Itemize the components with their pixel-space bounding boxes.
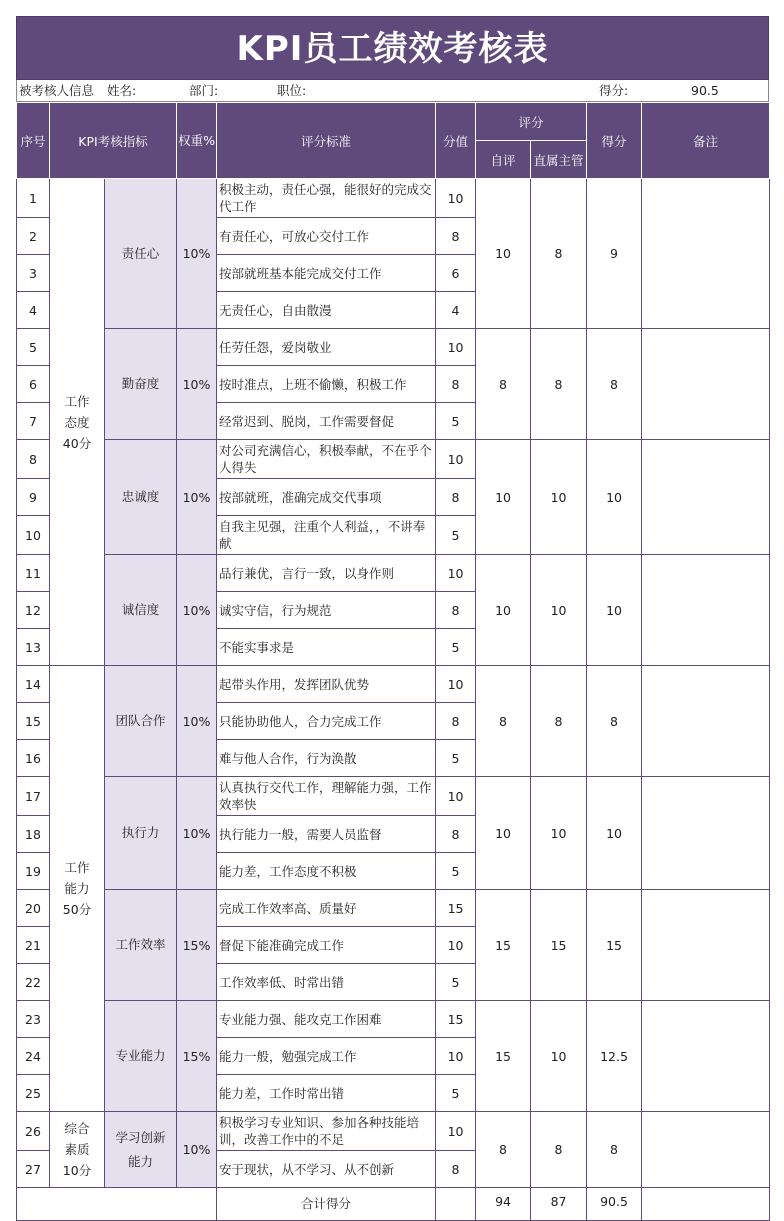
indicator-name-cell (105, 555, 177, 666)
row-seq: 8 (17, 440, 50, 479)
row-seq: 4 (17, 292, 50, 329)
indicator-score: 10 (587, 555, 642, 666)
indicator-score: 10 (587, 777, 642, 890)
indicator-weight: 10% (177, 329, 217, 440)
remark-cell[interactable] (642, 666, 770, 777)
self-rating[interactable]: 15 (476, 890, 531, 1001)
criterion-points: 10 (436, 777, 476, 816)
header-manager: 直属主管 (531, 141, 587, 179)
remark-cell[interactable] (642, 329, 770, 440)
table-row (17, 1001, 770, 1038)
indicator-weight: 15% (177, 1001, 217, 1112)
header-weight: 权重% (177, 103, 217, 179)
sheet-title: KPI员工绩效考核表 (16, 16, 769, 80)
self-rating[interactable]: 8 (476, 666, 531, 777)
indicator-name-cell (105, 440, 177, 555)
remark-cell[interactable] (642, 555, 770, 666)
criterion-points: 8 (436, 1151, 476, 1188)
row-seq: 12 (17, 592, 50, 629)
row-seq: 9 (17, 479, 50, 516)
row-seq: 22 (17, 964, 50, 1001)
category-label: 工作能力50分 (62, 860, 92, 917)
indicator-name: 专业能力 (115, 1048, 166, 1063)
criterion-text: 不能实事求是 (217, 629, 436, 666)
total-self: 94 (476, 1188, 531, 1221)
total-score: 90.5 (587, 1188, 642, 1221)
row-seq: 20 (17, 890, 50, 927)
category-label: 工作态度40分 (62, 393, 92, 451)
row-seq: 24 (17, 1038, 50, 1075)
total-manager: 87 (531, 1188, 587, 1221)
manager-rating[interactable]: 8 (531, 1112, 587, 1188)
indicator-weight: 10% (177, 555, 217, 666)
category-cell (50, 179, 105, 666)
header-remark: 备注 (642, 103, 770, 179)
row-seq: 13 (17, 629, 50, 666)
criterion-text: 诚实守信，行为规范 (217, 592, 436, 629)
row-seq: 16 (17, 740, 50, 777)
indicator-weight: 10% (177, 1112, 217, 1188)
criterion-text: 能力差，工作态度不积极 (217, 853, 436, 890)
indicator-name-cell (105, 329, 177, 440)
header-score: 得分 (587, 103, 642, 179)
indicator-weight: 10% (177, 777, 217, 890)
header-self: 自评 (476, 141, 531, 179)
self-rating[interactable]: 8 (476, 1112, 531, 1188)
manager-rating[interactable]: 10 (531, 777, 587, 890)
criterion-text: 按时准点，上班不偷懒，积极工作 (217, 366, 436, 403)
manager-rating[interactable]: 8 (531, 666, 587, 777)
criterion-points: 8 (436, 816, 476, 853)
indicator-score: 15 (587, 890, 642, 1001)
remark-cell[interactable] (642, 440, 770, 555)
manager-rating[interactable]: 10 (531, 440, 587, 555)
score-value: 90.5 (691, 83, 719, 98)
criterion-text: 起带头作用，发挥团队优势 (217, 666, 436, 703)
total-points-blank (436, 1188, 476, 1221)
indicator-name-cell (105, 666, 177, 777)
indicator-score: 9 (587, 179, 642, 329)
category-label: 综合素质10分 (62, 1121, 92, 1178)
table-row (17, 777, 770, 816)
header-kpi: KPI考核指标 (50, 103, 177, 179)
criterion-text: 执行能力一般，需要人员监督 (217, 816, 436, 853)
indicator-name-cell (105, 1001, 177, 1112)
indicator-name: 工作效率 (115, 937, 166, 952)
row-seq: 11 (17, 555, 50, 592)
indicator-name: 忠诚度 (121, 489, 160, 504)
indicator-name-cell (105, 1112, 177, 1188)
criterion-text: 完成工作效率高、质量好 (217, 890, 436, 927)
row-seq: 25 (17, 1075, 50, 1112)
criterion-text: 安于现状，从不学习、从不创新 (217, 1151, 436, 1188)
indicator-name-cell (105, 777, 177, 890)
criterion-points: 10 (436, 555, 476, 592)
indicator-name-cell (105, 179, 177, 329)
header-seq: 序号 (17, 103, 50, 179)
header-points: 分值 (436, 103, 476, 179)
indicator-name: 执行力 (121, 825, 160, 840)
criterion-text: 品行兼优，言行一致，以身作则 (217, 555, 436, 592)
criterion-text: 自我主见强，注重个人利益，，不讲奉献 (217, 516, 436, 555)
criterion-points: 10 (436, 927, 476, 964)
row-seq: 7 (17, 403, 50, 440)
criterion-points: 5 (436, 516, 476, 555)
criterion-points: 10 (436, 179, 476, 218)
self-rating[interactable]: 10 (476, 179, 531, 329)
score-label: 得分: (599, 83, 629, 98)
category-cell (50, 666, 105, 1112)
row-seq: 26 (17, 1112, 50, 1151)
criterion-text: 任劳任怨，爱岗敬业 (217, 329, 436, 366)
table-row (17, 179, 770, 218)
criterion-text: 积极主动，责任心强，能很好的完成交代工作 (217, 179, 436, 218)
header-standard: 评分标准 (217, 103, 436, 179)
criterion-points: 5 (436, 964, 476, 1001)
criterion-points: 4 (436, 292, 476, 329)
criterion-points: 10 (436, 440, 476, 479)
info-label: 被考核人信息 (19, 83, 95, 98)
indicator-name: 团队合作 (115, 713, 166, 728)
row-seq: 10 (17, 516, 50, 555)
remark-cell[interactable] (642, 179, 770, 329)
table-row (17, 666, 770, 703)
criterion-points: 5 (436, 629, 476, 666)
row-seq: 14 (17, 666, 50, 703)
indicator-score: 8 (587, 666, 642, 777)
table-row (17, 329, 770, 366)
header-rating: 评分 (476, 103, 587, 141)
remark-cell[interactable] (642, 1112, 770, 1188)
criterion-points: 8 (436, 479, 476, 516)
criterion-text: 督促下能准确完成工作 (217, 927, 436, 964)
self-rating[interactable]: 15 (476, 1001, 531, 1112)
manager-rating[interactable]: 10 (531, 1001, 587, 1112)
dept-label: 部门: (189, 83, 219, 98)
table-row (17, 555, 770, 592)
self-rating[interactable]: 8 (476, 329, 531, 440)
row-seq: 15 (17, 703, 50, 740)
criterion-text: 能力差，工作时常出错 (217, 1075, 436, 1112)
criterion-text: 难与他人合作，行为涣散 (217, 740, 436, 777)
indicator-weight: 10% (177, 179, 217, 329)
table-row (17, 1112, 770, 1151)
indicator-score: 10 (587, 440, 642, 555)
kpi-sheet (16, 16, 769, 1221)
employee-info-row (16, 80, 769, 102)
criterion-points: 8 (436, 218, 476, 255)
criterion-text: 认真执行交代工作，理解能力强，工作效率快 (217, 777, 436, 816)
criterion-points: 15 (436, 890, 476, 927)
criterion-points: 10 (436, 329, 476, 366)
indicator-weight: 10% (177, 440, 217, 555)
criterion-points: 10 (436, 1038, 476, 1075)
total-label: 合计得分 (217, 1188, 436, 1221)
indicator-name: 学习创新能力 (115, 1129, 166, 1169)
manager-rating[interactable]: 15 (531, 890, 587, 1001)
criterion-points: 5 (436, 403, 476, 440)
table-row (17, 890, 770, 927)
criterion-text: 只能协助他人，合力完成工作 (217, 703, 436, 740)
manager-rating[interactable]: 8 (531, 329, 587, 440)
remark-cell[interactable] (642, 1001, 770, 1112)
self-rating[interactable]: 10 (476, 440, 531, 555)
criterion-points: 6 (436, 255, 476, 292)
indicator-name: 诚信度 (121, 602, 160, 617)
kpi-table (16, 102, 770, 1221)
manager-rating[interactable]: 8 (531, 179, 587, 329)
criterion-points: 8 (436, 592, 476, 629)
row-seq: 17 (17, 777, 50, 816)
indicator-weight: 15% (177, 890, 217, 1001)
remark-cell[interactable] (642, 777, 770, 890)
criterion-text: 专业能力强、能攻克工作困难 (217, 1001, 436, 1038)
self-rating[interactable]: 10 (476, 777, 531, 890)
self-rating[interactable]: 10 (476, 555, 531, 666)
indicator-score: 8 (587, 329, 642, 440)
row-seq: 27 (17, 1151, 50, 1188)
row-seq: 23 (17, 1001, 50, 1038)
indicator-score: 12.5 (587, 1001, 642, 1112)
row-seq: 3 (17, 255, 50, 292)
criterion-text: 能力一般，勉强完成工作 (217, 1038, 436, 1075)
row-seq: 21 (17, 927, 50, 964)
criterion-points: 5 (436, 740, 476, 777)
remark-cell[interactable] (642, 890, 770, 1001)
criterion-text: 经常迟到、脱岗，工作需要督促 (217, 403, 436, 440)
total-blank (17, 1188, 217, 1221)
name-label: 姓名: (107, 83, 137, 98)
criterion-points: 8 (436, 703, 476, 740)
criterion-points: 8 (436, 366, 476, 403)
category-cell (50, 1112, 105, 1188)
criterion-text: 积极学习专业知识、参加各种技能培训，改善工作中的不足 (217, 1112, 436, 1151)
criterion-points: 10 (436, 666, 476, 703)
row-seq: 5 (17, 329, 50, 366)
criterion-text: 按部就班基本能完成交付工作 (217, 255, 436, 292)
criterion-points: 5 (436, 853, 476, 890)
manager-rating[interactable]: 10 (531, 555, 587, 666)
position-label: 职位: (277, 83, 307, 98)
indicator-name: 勤奋度 (121, 376, 160, 391)
table-row (17, 440, 770, 479)
indicator-name-cell (105, 890, 177, 1001)
criterion-points: 15 (436, 1001, 476, 1038)
criterion-points: 10 (436, 1112, 476, 1151)
row-seq: 2 (17, 218, 50, 255)
indicator-name: 责任心 (121, 245, 160, 261)
criterion-text: 无责任心，自由散漫 (217, 292, 436, 329)
total-remark (642, 1188, 770, 1221)
indicator-score: 8 (587, 1112, 642, 1188)
kpi-body (17, 179, 770, 1221)
criterion-text: 有责任心，可放心交付工作 (217, 218, 436, 255)
row-seq: 19 (17, 853, 50, 890)
criterion-text: 按部就班，准确完成交代事项 (217, 479, 436, 516)
row-seq: 6 (17, 366, 50, 403)
criterion-text: 对公司充满信心，积极奉献，不在乎个人得失 (217, 440, 436, 479)
criterion-text: 工作效率低、时常出错 (217, 964, 436, 1001)
row-seq: 18 (17, 816, 50, 853)
total-row (17, 1188, 770, 1221)
indicator-weight: 10% (177, 666, 217, 777)
criterion-points: 5 (436, 1075, 476, 1112)
row-seq: 1 (17, 179, 50, 218)
